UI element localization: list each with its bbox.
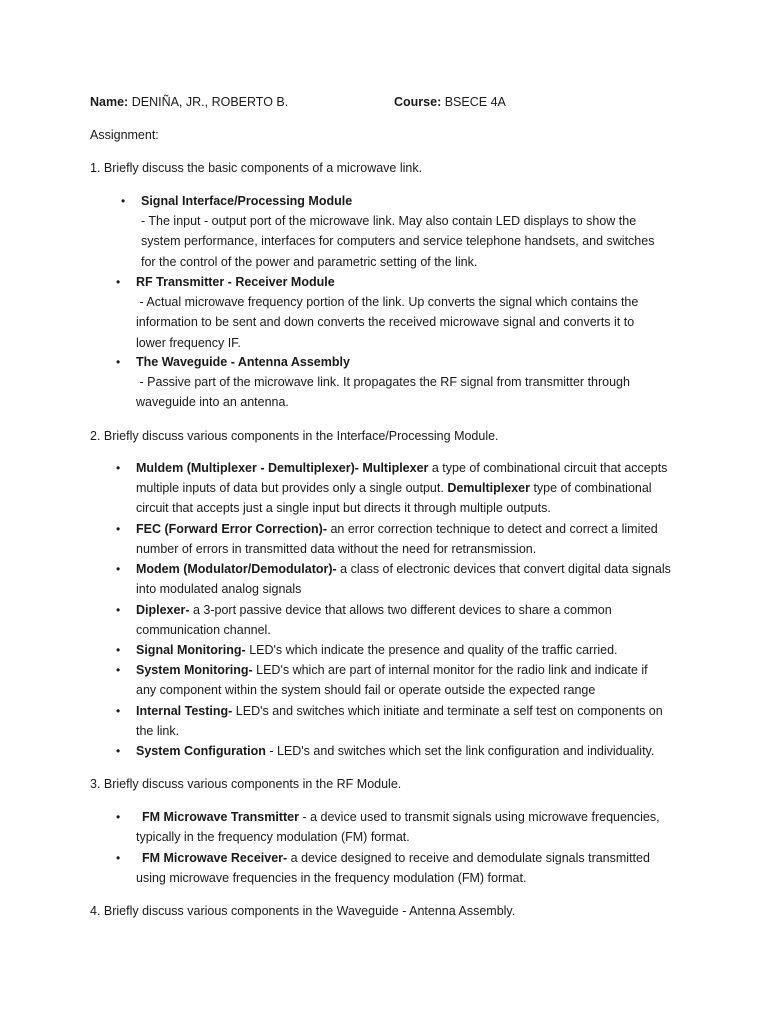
name-field [90,92,288,112]
item-term: System Configuration [136,744,266,758]
item-line: into modulated analog signals [136,582,302,597]
item-line: - The input - output port of the microwave link. May also contain LED displays to show the [141,214,637,229]
item-line: the link. [136,724,180,739]
bullet-icon: • [116,643,121,657]
item-text: a 3-port passive device that allows two different devices to share a common [189,603,612,617]
item-text: - a device used to transmit signals using microwave frequencies, [299,810,660,824]
bullet-icon: • [116,851,121,865]
item-line: for the control of the power and parametric setting of the link. [141,254,478,269]
item-line: using microwave frequencies in the frequency modulation (FM) format. [136,871,527,886]
q2-item-system-monitoring [116,660,684,700]
item-term: Demultiplexer [447,481,530,496]
item-title: The Waveguide - Antenna Assembly [136,355,350,369]
item-text: LED's and switches which initiate and terminate a self test on components on [232,704,663,718]
item-term: Muldem (Multiplexer - Demultiplexer)- Multiplexer [136,461,429,475]
bullet-icon: • [116,603,121,617]
item-line: communication channel. [136,623,271,638]
item-text: type of combinational [529,481,652,496]
bullet-icon: • [116,810,121,824]
item-term: FM Microwave Transmitter [142,810,299,824]
item-text: - LED's and switches which set the link configuration and individuality. [265,744,655,758]
question-1: 1. Briefly discuss the basic components of a microwave link. [90,161,423,175]
q2-item-modem [116,559,684,599]
item-text: an error correction technique to detect and correct a limited [327,522,658,536]
course-value: BSECE 4A [444,95,506,109]
bullet-icon: • [116,562,121,576]
q2-item-internal-testing [116,701,684,741]
bullet-icon: • [116,275,121,289]
question-4: 4. Briefly discuss various components in the Waveguide - Antenna Assembly. [90,904,516,918]
q1-item-rf-transmitter [116,272,684,353]
item-term: Modem (Modulator/Demodulator)- [136,562,337,576]
item-line: lower frequency IF. [136,335,241,350]
item-title: Signal Interface/Processing Module [141,194,353,208]
item-line: number of errors in transmitted data without the need for retransmission. [136,542,537,557]
item-term: System Monitoring- [136,663,253,677]
question-2: 2. Briefly discuss various components in the Interface/Processing Module. [90,429,499,443]
course-field [394,92,506,112]
item-term: Signal Monitoring- [136,643,246,657]
course-label: Course: [394,95,442,109]
item-term: FM Microwave Receiver- [142,851,288,865]
q2-item-diplexer [116,600,684,640]
item-line: any component within the system should fail or operate outside the expected range [136,683,596,698]
item-line: - Passive part of the microwave link. It propagates the RF signal from transmitter through [136,375,630,390]
q3-item-fm-receiver [116,848,684,888]
question-3: 3. Briefly discuss various components in the RF Module. [90,777,402,791]
item-line: circuit that accepts just a single input but directs it through multiple outputs. [136,501,551,516]
item-text: multiple inputs of data but provides only a single output. [136,481,448,496]
item-text: a class of electronic devices that convert digital data signals [336,562,671,576]
q1-item-waveguide [116,352,684,413]
item-line: system performance, interfaces for computers and service telephone handsets, and switches [141,234,655,249]
item-title: RF Transmitter - Receiver Module [136,275,335,289]
q2-item-system-configuration [116,741,684,761]
bullet-icon: • [116,704,121,718]
item-text: a device designed to receive and demodulate signals transmitted [287,851,650,865]
bullet-icon: • [116,461,121,475]
item-term: FEC (Forward Error Correction)- [136,522,327,536]
bullet-icon: • [116,663,121,677]
q3-item-fm-transmitter [116,807,684,847]
item-line: information to be sent and down converts the received microwave signal and converts it to [136,315,635,330]
bullet-icon: • [116,744,121,758]
bullet-icon: • [116,355,121,369]
assignment-heading: Assignment: [90,128,159,142]
q1-item-signal-interface [121,191,689,272]
bullet-icon: • [121,194,126,208]
item-term: Internal Testing- [136,704,233,718]
q2-item-fec [116,519,684,559]
q2-item-muldem [116,458,684,519]
name-value: DENIÑA, JR., ROBERTO B. [131,95,289,109]
item-term: Diplexer- [136,603,190,617]
item-line: - Actual microwave frequency portion of the link. Up converts the signal which contains the [136,295,639,310]
q2-item-signal-monitoring [116,640,684,660]
item-text: LED's which indicate the presence and quality of the traffic carried. [245,643,618,657]
item-text: a type of combinational circuit that accepts [428,461,668,475]
item-line: typically in the frequency modulation (FM) format. [136,830,410,845]
name-label: Name: [90,95,129,109]
bullet-icon: • [116,522,121,536]
item-line: waveguide into an antenna. [136,395,289,410]
item-text: LED's which are part of internal monitor for the radio link and indicate if [252,663,648,677]
